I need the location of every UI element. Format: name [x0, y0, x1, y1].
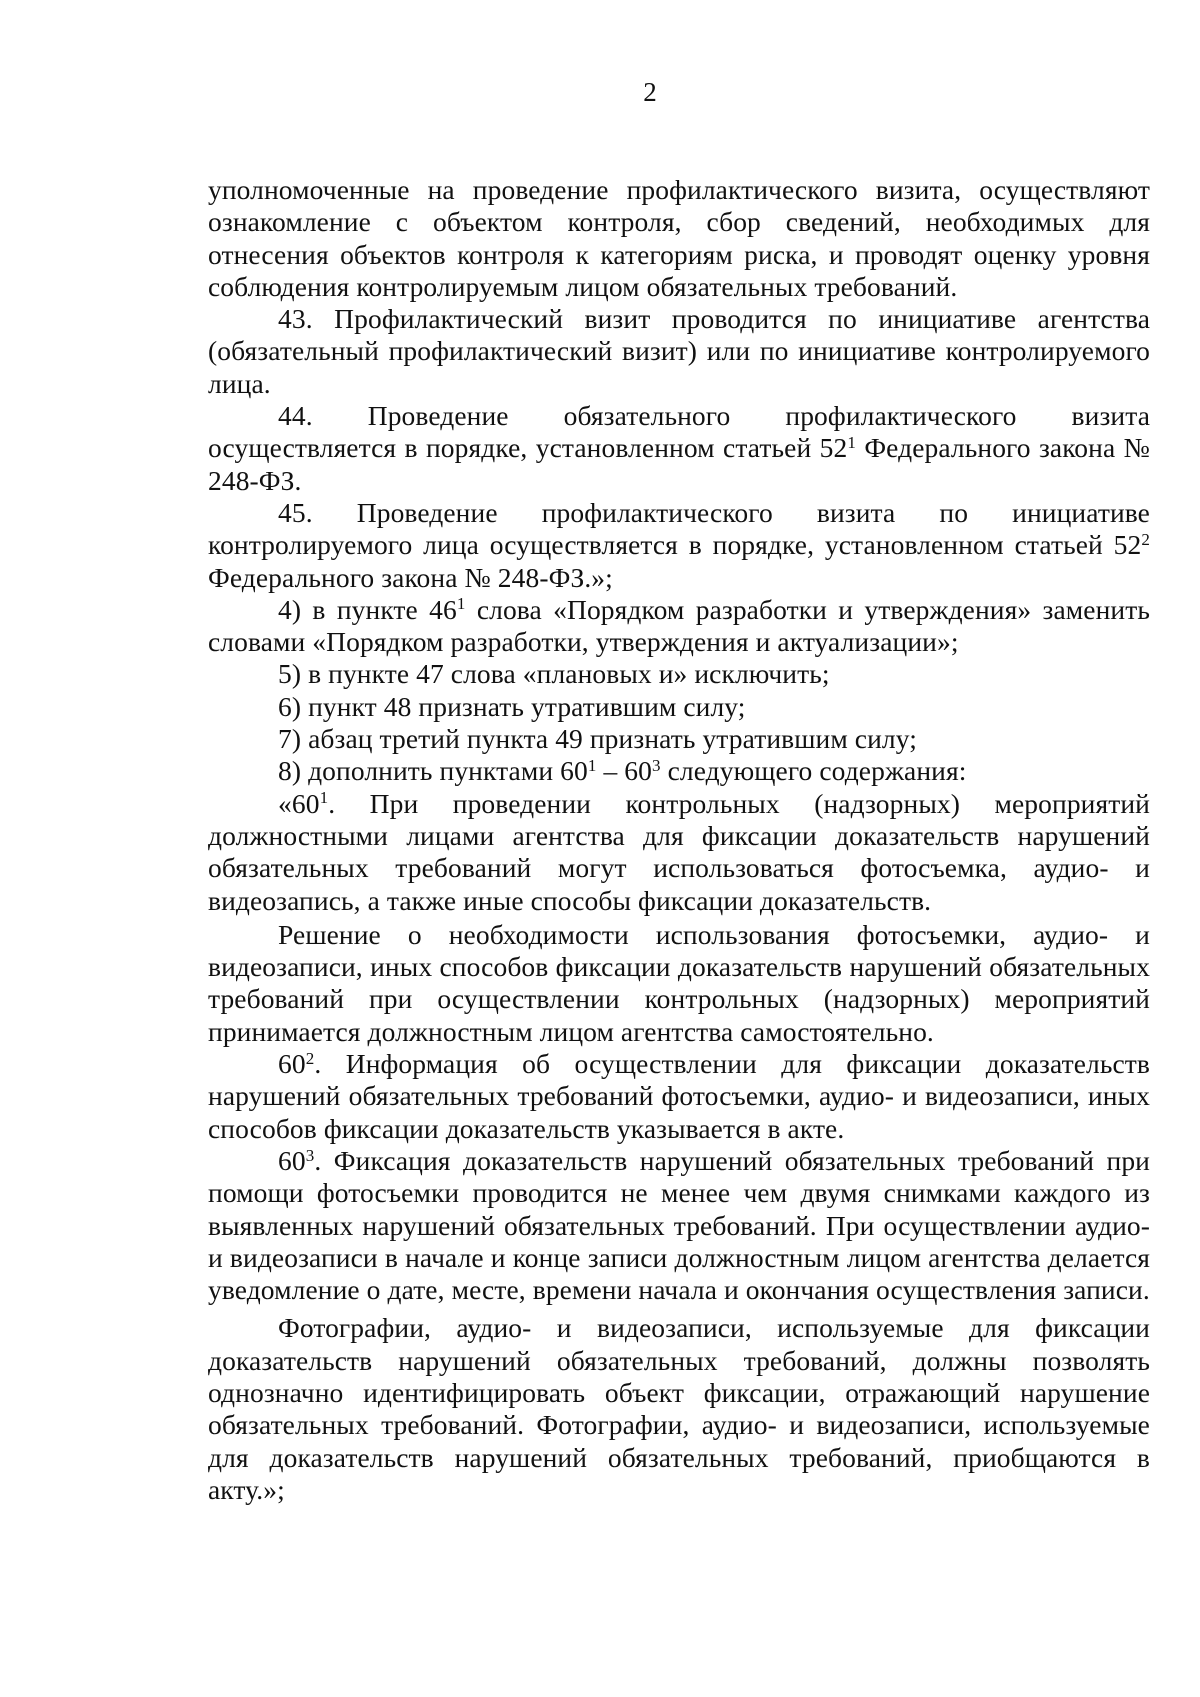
- paragraph-text: 44. Проведение обязательного профилактического визита осуществляется в порядке, установленном статьей 52: [208, 400, 1150, 464]
- paragraph-text: следующего содержания:: [660, 755, 967, 787]
- superscript-index: 2: [1141, 529, 1150, 549]
- paragraph-text: «60: [278, 787, 320, 819]
- paragraph-text: 4) в пункте 46: [278, 593, 457, 625]
- paragraph-text: . Информация об осуществлении для фиксации доказательств нарушений обязательных требований фотосъемки, аудио- и видеозаписи, иных способов фиксации доказательств указывается в акте.: [208, 1048, 1150, 1144]
- paragraph-p43: [208, 303, 1150, 400]
- superscript-index: 1: [456, 594, 466, 614]
- paragraph-text: Решение о необходимости использования фотосъемки, аудио- и видеозаписи, иных способов фиксации доказательств нарушений обязательных требований при осуществлении контрольных (надзорных) мероприятий принимается должностным лицом агентства самостоятельно.: [208, 918, 1150, 1047]
- paragraph-text: 6) пункт 48 признать утратившим силу;: [278, 690, 746, 722]
- document-body: [208, 174, 1150, 1506]
- paragraph-p601b: [208, 919, 1150, 1048]
- paragraph-text: 7) абзац третий пункта 49 признать утратившим силу;: [278, 723, 917, 755]
- superscript-index: 3: [305, 1145, 315, 1165]
- paragraph-text: 60: [278, 1144, 306, 1176]
- paragraph-p45: [208, 497, 1150, 594]
- paragraph-text: 43. Профилактический визит проводится по инициативе агентства (обязательный профилактический визит) или по инициативе контролируемого лица.: [208, 303, 1150, 399]
- paragraph-text: . При проведении контрольных (надзорных) мероприятий должностными лицами агентства для фиксации доказательств нарушений обязательных требований могут использоваться фотосъемка, аудио- и видеозапись, а также иные способы фиксации доказательств.: [208, 787, 1150, 916]
- paragraph-text: . Фиксация доказательств нарушений обязательных требований при помощи фотосъемки проводится не менее чем двумя снимками каждого из выявленных нарушений обязательных требований. При осуществлении аудио- и видеозаписи в начале и конце записи должностным лицом агентства делается уведомление о дате, месте, времени начала и окончания осуществления записи.: [208, 1144, 1150, 1306]
- paragraph-text: Федерального закона № 248-ФЗ.»;: [208, 561, 613, 593]
- paragraph-i6: [208, 691, 1150, 723]
- paragraph-text: 5) в пункте 47 слова «плановых и» исключить;: [278, 658, 830, 690]
- superscript-index: 2: [305, 1048, 315, 1068]
- superscript-index: 1: [319, 788, 329, 808]
- paragraph-p603: [208, 1145, 1150, 1306]
- paragraph-text: 60: [278, 1048, 306, 1080]
- paragraph-text: Фотографии, аудио- и видеозаписи, используемые для фиксации доказательств нарушений обязательных требований, должны позволять однозначно идентифицировать объект фиксации, отражающий нарушение обязательных требований. Фотографии, аудио- и видеозаписи, используемые для доказательств нарушений обязательных требований, приобщаются в акту.»;: [208, 1312, 1150, 1505]
- paragraph-p44: [208, 400, 1150, 497]
- paragraph-p601: [208, 788, 1150, 917]
- paragraph-i8: [208, 755, 1150, 787]
- paragraph-text: – 60: [596, 755, 652, 787]
- paragraph-p603b: [208, 1312, 1150, 1506]
- superscript-index: 3: [651, 755, 661, 775]
- paragraph-i7: [208, 723, 1150, 755]
- paragraph-text: уполномоченные на проведение профилактического визита, осуществляют ознакомление с объектом контроля, сбор сведений, необходимых для отнесения объектов контроля к категориям риска, и проводят оценку уровня соблюдения контролируемым лицом обязательных требований.: [208, 174, 1150, 302]
- paragraph-i5: [208, 658, 1150, 690]
- paragraph-text: слова «Порядком разработки и утверждения» заменить словами «Порядком разработки, утверждения и актуализации»;: [208, 593, 1150, 658]
- paragraph-text: 8) дополнить пунктами 60: [278, 755, 588, 787]
- paragraph-p602: [208, 1048, 1150, 1145]
- superscript-index: 1: [847, 433, 856, 452]
- superscript-index: 1: [587, 755, 597, 775]
- paragraph-i4: [208, 594, 1150, 659]
- paragraph-text: Федерального закона № 248-ФЗ.: [208, 432, 1150, 496]
- paragraph-p0: [208, 174, 1150, 303]
- paragraph-text: 45. Проведение профилактического визита по инициативе контролируемого лица осуществляется в порядке, установленном статьей 52: [208, 496, 1150, 561]
- page-number: 2: [643, 77, 657, 107]
